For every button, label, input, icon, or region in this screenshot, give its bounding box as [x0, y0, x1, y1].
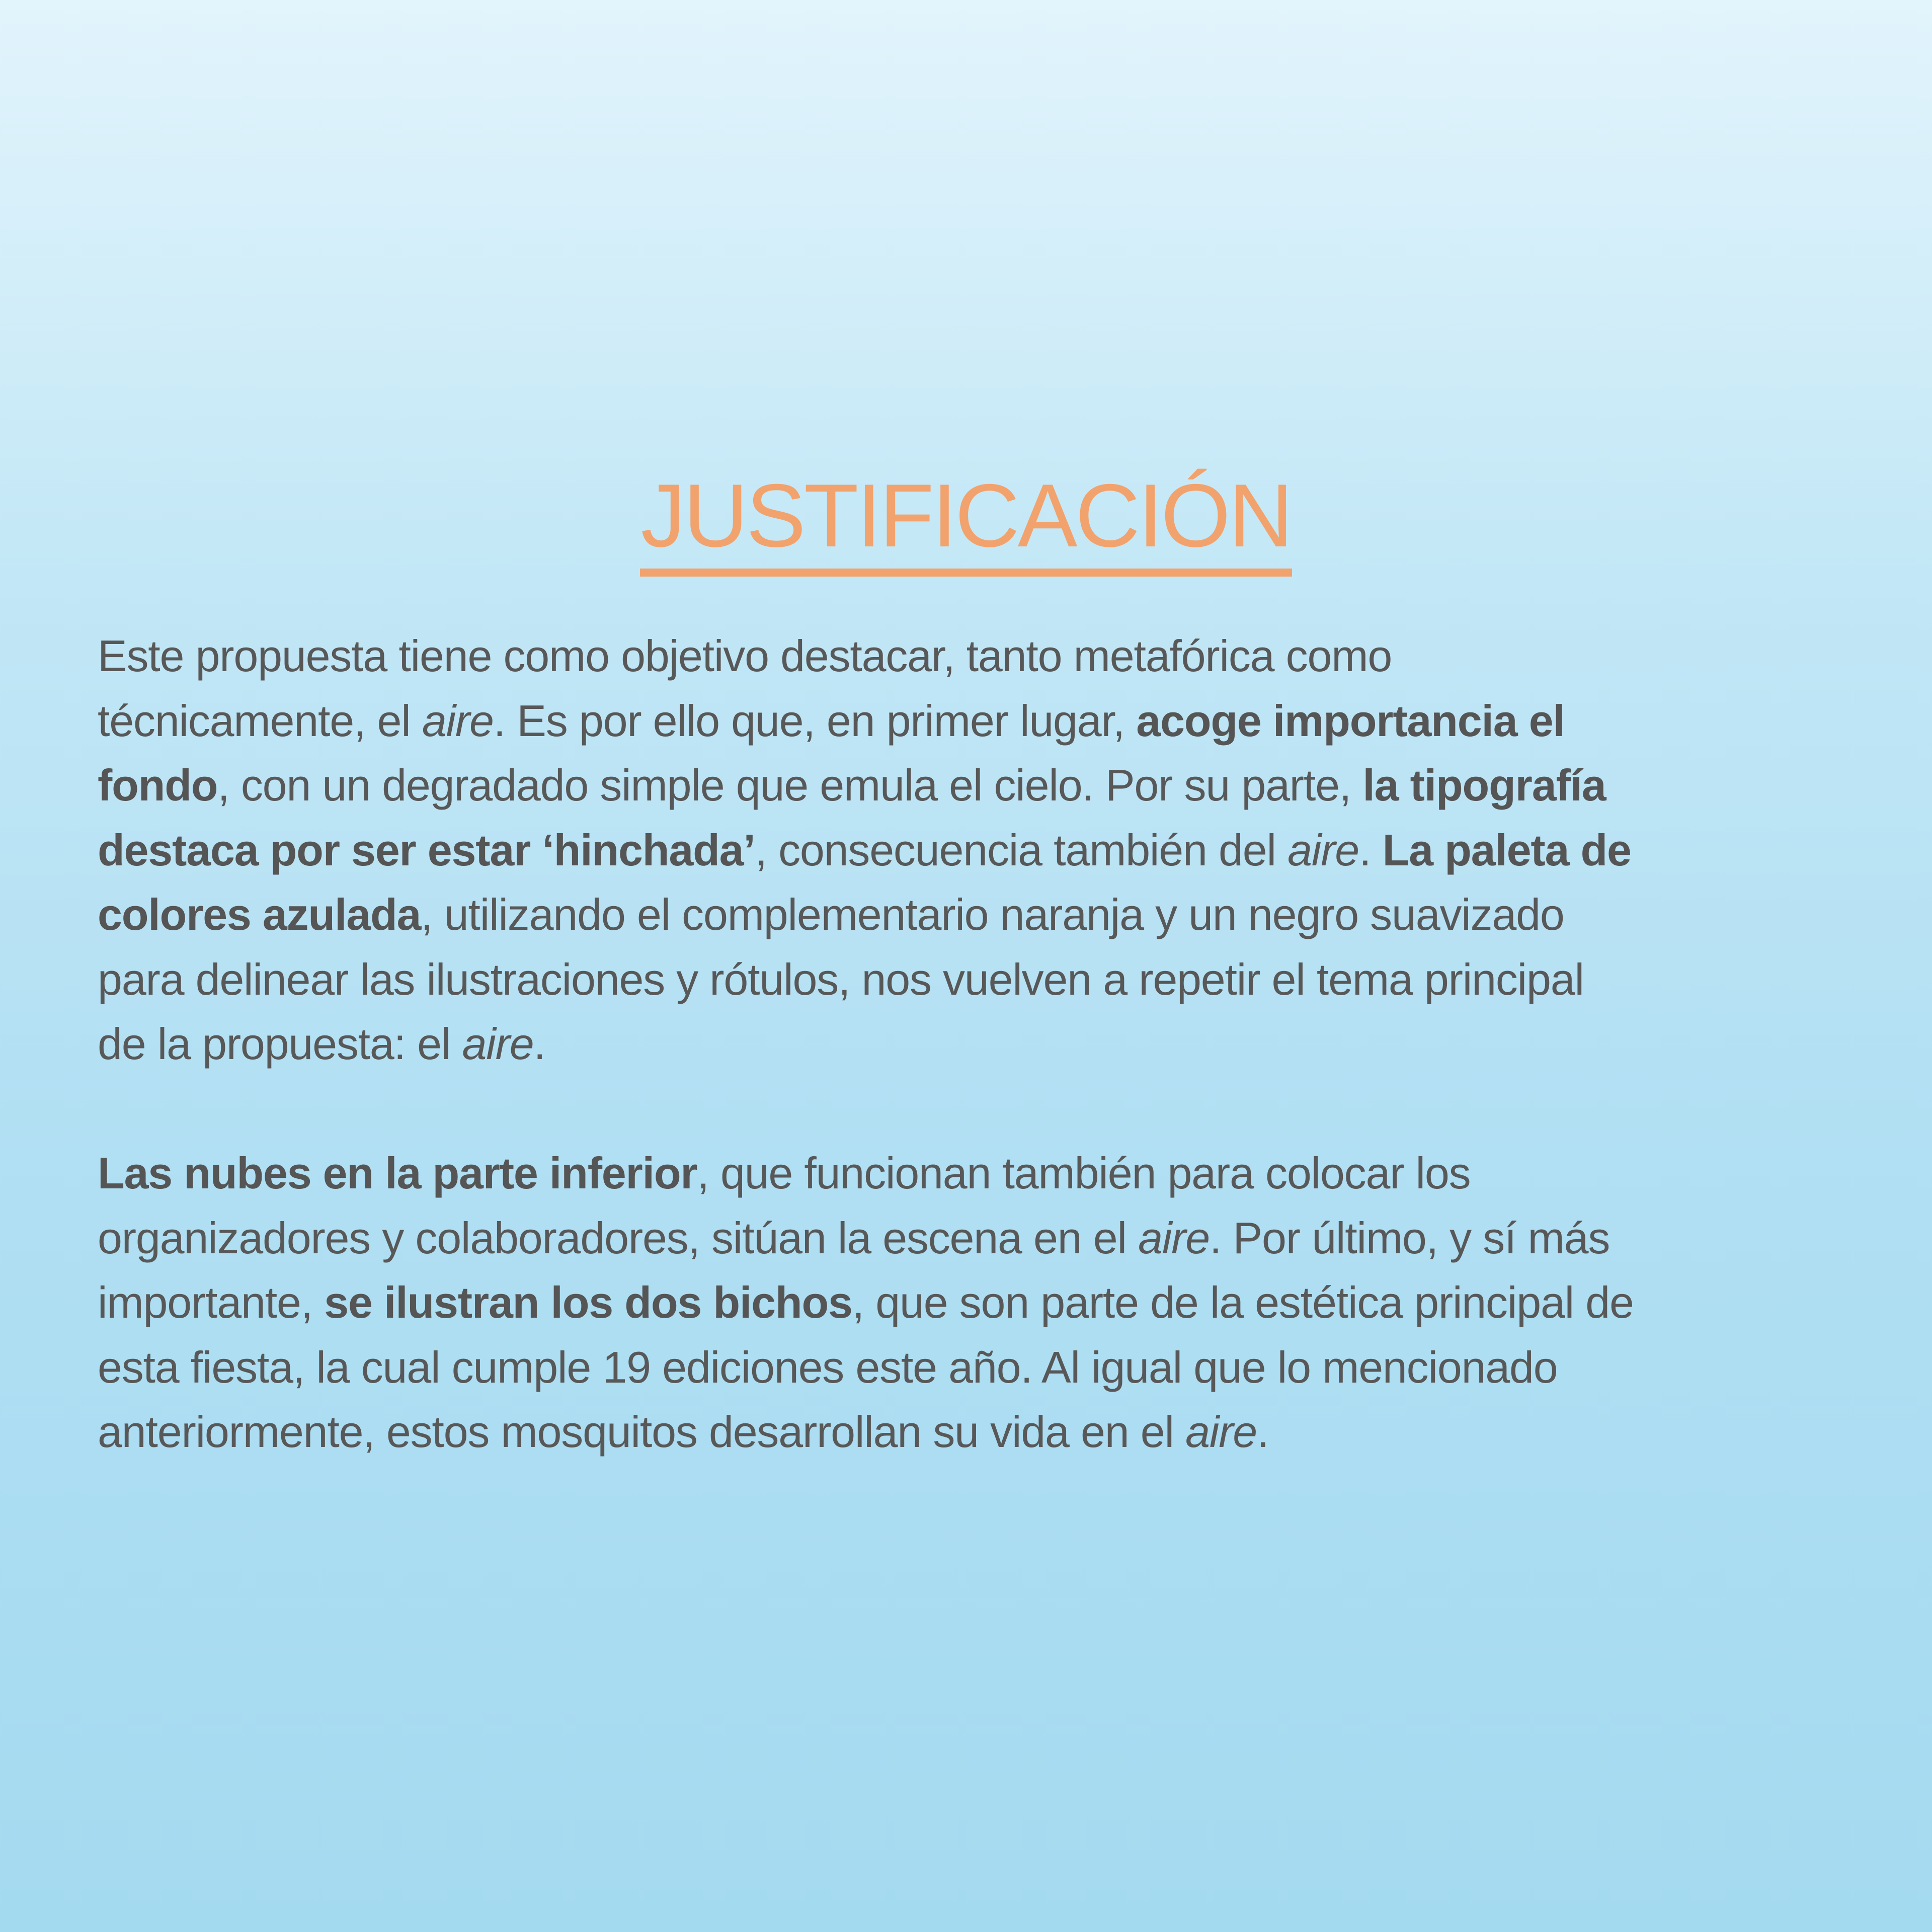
paragraph-2-line-5 [98, 1400, 1843, 1465]
italic-text: aire [422, 695, 494, 746]
bold-text: colores azulada [98, 890, 421, 939]
text-run: , que son parte de la estética principal de [852, 1277, 1634, 1327]
text-run: , consecuencia también del [755, 825, 1288, 875]
paragraph-1-line-6 [98, 947, 1843, 1012]
paragraph-1-line-2 [98, 689, 1843, 754]
italic-text: aire [1287, 825, 1359, 875]
paragraph-2-line-4 [98, 1335, 1843, 1400]
text-run: , con un degradado simple que emula el cielo. Por su parte, [217, 760, 1363, 810]
paragraph-1 [98, 624, 1843, 1077]
text-run: . [1359, 825, 1383, 875]
paragraph-1-line-5 [98, 882, 1843, 947]
body-text [98, 624, 1843, 1465]
bold-text: Las nubes en la parte inferior [98, 1148, 697, 1198]
bold-text: la tipografía [1362, 760, 1606, 810]
bold-text: La paleta de [1382, 825, 1631, 875]
page-title: JUSTIFICACIÓN [640, 468, 1293, 577]
italic-text: aire [1185, 1407, 1257, 1457]
italic-text: aire [1138, 1213, 1210, 1263]
text-run: anteriormente, estos mosquitos desarrollan su vida en el [98, 1407, 1186, 1457]
text-run: de la propuesta: el [98, 1019, 462, 1069]
text-run: importante, [98, 1277, 325, 1327]
paragraph-2-line-1 [98, 1141, 1843, 1206]
paragraph-2-line-3 [98, 1270, 1843, 1335]
text-run: . Por último, y sí más [1210, 1213, 1610, 1263]
paragraph-1-line-1 [98, 624, 1843, 689]
text-run: técnicamente, el [98, 695, 422, 746]
text-run: organizadores y colaboradores, sitúan la escena en el [98, 1213, 1139, 1263]
text-run: . [533, 1019, 545, 1069]
paragraph-2-line-2 [98, 1206, 1843, 1271]
text-run: , utilizando el complementario naranja y un negro suavizado [421, 890, 1564, 939]
paragraph-1-line-7 [98, 1012, 1843, 1077]
bold-text: fondo [98, 760, 218, 810]
paragraph-1-line-3 [98, 753, 1843, 818]
bold-text: acoge importancia el [1136, 695, 1565, 746]
text-run: Este propuesta tiene como objetivo destacar, tanto metafórica como [98, 631, 1392, 681]
text-run: . Es por ello que, en primer lugar, [493, 695, 1137, 746]
paragraph-1-line-4 [98, 818, 1843, 883]
text-run: . [1257, 1407, 1269, 1457]
italic-text: aire [462, 1019, 534, 1069]
paragraph-2 [98, 1141, 1843, 1465]
bold-text: se ilustran los dos bichos [324, 1277, 852, 1327]
text-run: esta fiesta, la cual cumple 19 ediciones este año. Al igual que lo mencionado [98, 1342, 1558, 1392]
title-container [0, 465, 1932, 577]
bold-text: destaca por ser estar ‘hinchada’ [98, 825, 755, 875]
text-run: para delinear las ilustraciones y rótulos, nos vuelven a repetir el tema principal [98, 954, 1584, 1004]
text-run: , que funcionan también para colocar los [697, 1148, 1471, 1198]
